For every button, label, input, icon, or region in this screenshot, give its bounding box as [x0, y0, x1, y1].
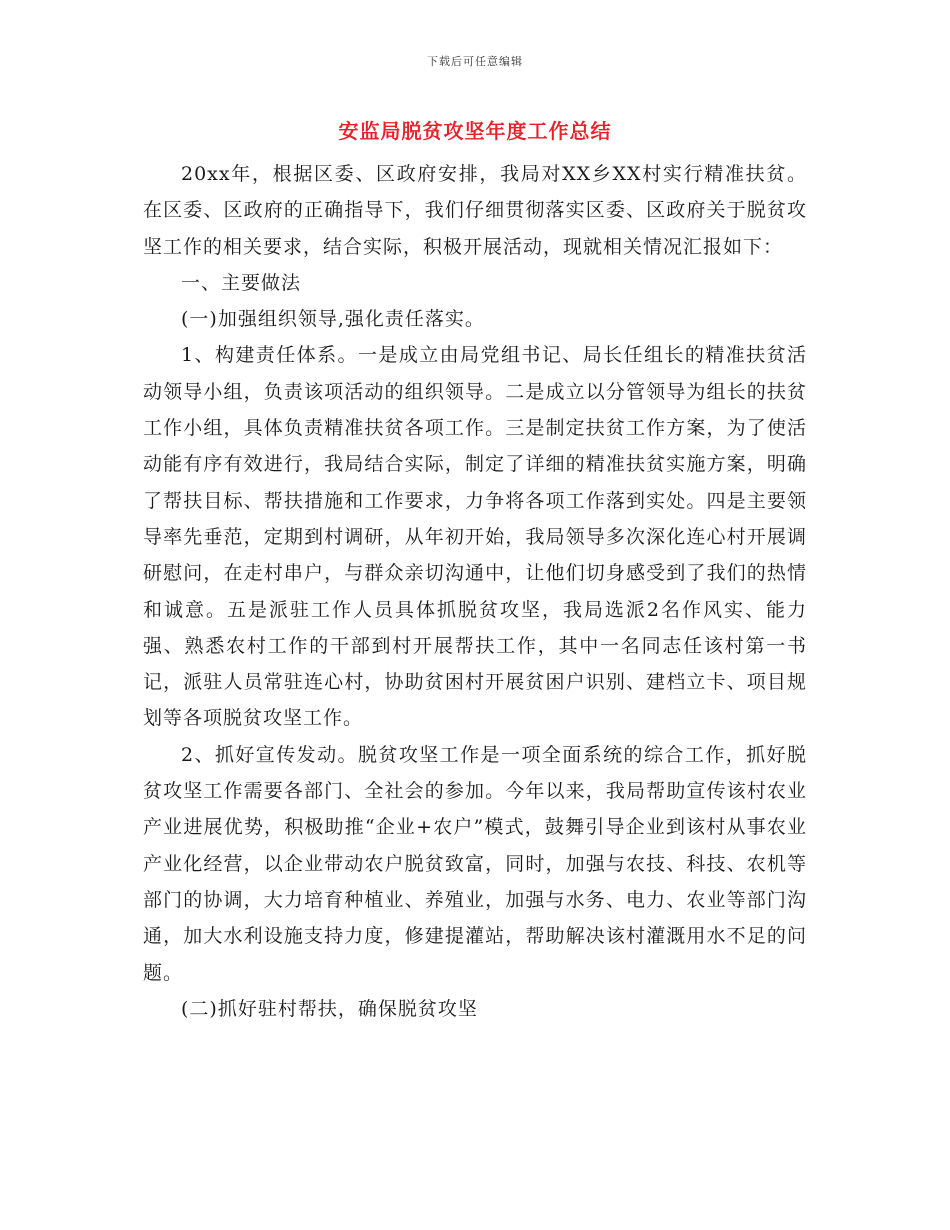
paragraph-responsibility-system: 1、构建责任体系。一是成立由局党组书记、局长任组长的精准扶贫活动领导小组，负责该项活动的组织领导。二是成立以分管领导为组长的扶贫工作小组，具体负责精准扶贫各项工作。三是制定扶贫工作方案，为了使活动能有序有效进行，我局结合实际，制定了详细的精准扶贫实施方案，明确了帮扶目标、帮扶措施和工作要求，力争将各项工作落到实处。四是主要领导率先垂范，定期到村调研，从年初开始，我局领导多次深化连心村开展调研慰问，在走村串户，与群众亲切沟通中，让他们切身感受到了我们的热情和诚意。五是派驻工作人员具体抓脱贫攻坚，我局选派2名作风实、能力强、熟悉农村工作的干部到村开展帮扶工作，其中一名同志任该村第一书记，派驻人员常驻连心村，协助贫困村开展贫困户识别、建档立卡、项目规划等各项脱贫攻坚工作。 [143, 344, 807, 730]
subsection-heading-2: (二)抓好驻村帮扶，确保脱贫攻坚 [181, 997, 478, 1020]
document-body [143, 156, 807, 1027]
section-heading-main-practices: 一、主要做法 [181, 271, 302, 294]
paragraph-intro: 20xx年，根据区委、区政府安排，我局对XX乡XX村实行精准扶贫。在区委、区政府的正确指导下，我们仔细贯彻落实区委、区政府关于脱贫攻坚工作的相关要求，结合实际，积极开展活动，现就相关情况汇报如下： [143, 163, 807, 258]
header-note: 下载后可任意编辑 [427, 55, 523, 68]
subsection-heading-1: (一)加强组织领导,强化责任落实。 [181, 308, 485, 331]
document-title: 安监局脱贫攻坚年度工作总结 [338, 119, 612, 143]
paragraph-publicity: 2、抓好宣传发动。脱贫攻坚工作是一项全面系统的综合工作，抓好脱贫攻坚工作需要各部门、全社会的参加。今年以来，我局帮助宣传该村农业产业进展优势，积极助推“企业+农户”模式，鼓舞引导企业到该村从事农业产业化经营，以企业带动农户脱贫致富，同时，加强与农技、科技、农机等部门的协调，大力培育种植业、养殖业，加强与水务、电力、农业等部门沟通，加大水利设施支持力度，修建提灌站，帮助解决该村灌溉用水不足的问题。 [143, 743, 807, 984]
